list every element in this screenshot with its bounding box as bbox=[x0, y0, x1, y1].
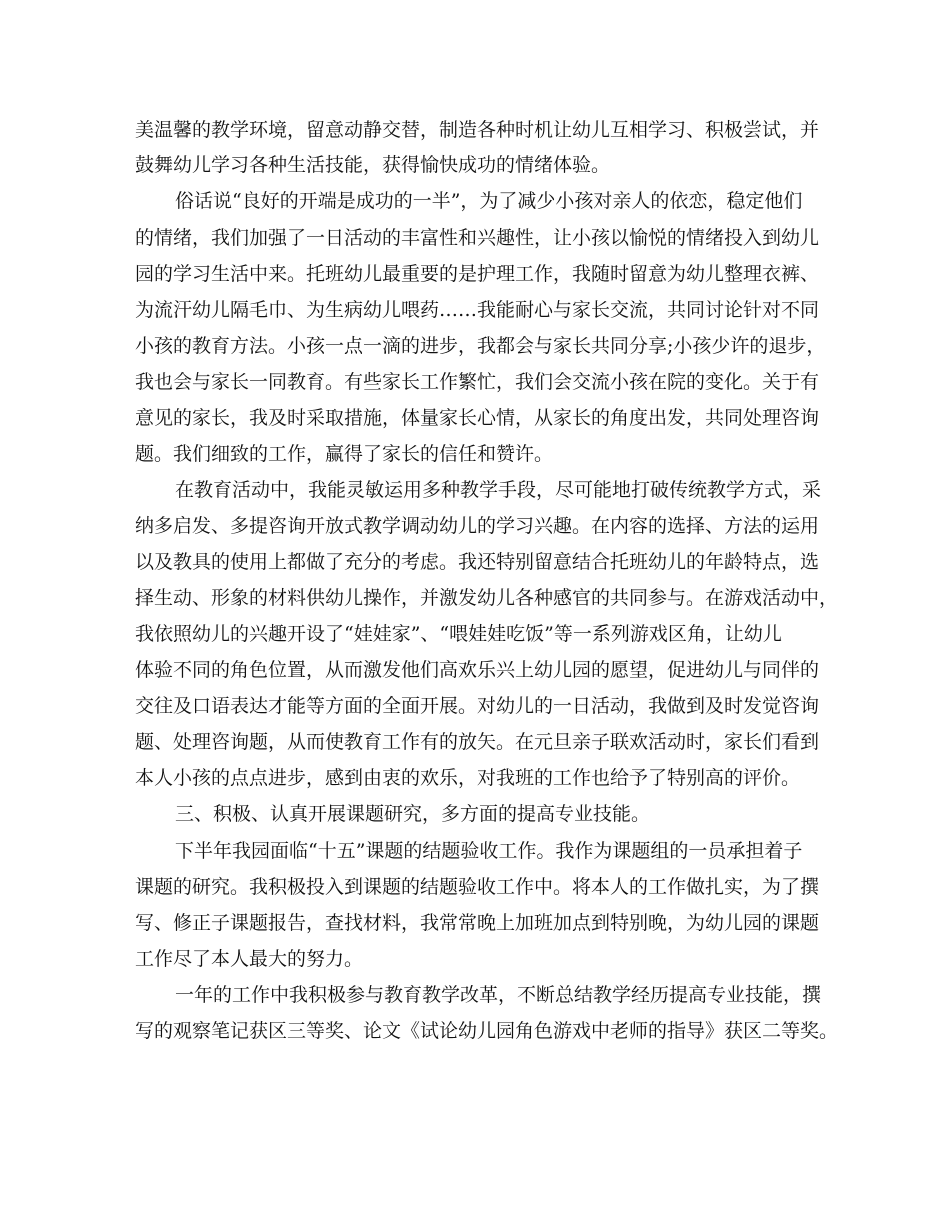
text-line: 题。我们细致的工作，赢得了家长的信任和赞许。 bbox=[135, 443, 554, 465]
text-line: 为流汗幼儿隔毛巾、为生病幼儿喂药……我能耐心与家长交流，共同讨论针对不同 bbox=[135, 299, 820, 321]
text-line: 课题的研究。我积极投入到课题的结题验收工作中。将本人的工作做扎实，为了撰 bbox=[135, 876, 820, 898]
text-line: 俗话说“良好的开端是成功的一半”，为了减少小孩对亲人的依恋，稳定他们 bbox=[175, 190, 803, 212]
text-line: 鼓舞幼儿学习各种生活技能，获得愉快成功的情绪体验。 bbox=[135, 154, 611, 176]
text-line: 美温馨的教学环境，留意动静交替，制造各种时机让幼儿互相学习、积极尝试，并 bbox=[135, 119, 820, 141]
text-line: 体验不同的角色位置，从而激发他们高欢乐兴上幼儿园的愿望，促进幼儿与同伴的 bbox=[135, 659, 820, 681]
text-line: 一年的工作中我积极参与教育教学改革，不断总结教学经历提高专业技能，撰 bbox=[175, 984, 822, 1006]
section-heading: 三、积极、认真开展课题研究，多方面的提高专业技能。 bbox=[175, 803, 651, 825]
text-line: 写的观察笔记获区三等奖、论文《试论幼儿园角色游戏中老师的指导》获区二等奖。 bbox=[135, 1020, 839, 1042]
text-line: 工作尽了本人最大的努力。 bbox=[135, 948, 364, 970]
text-line: 择生动、形象的材料供幼儿操作，并激发幼儿各种感官的共同参与。在游戏活动中， bbox=[135, 587, 839, 609]
text-line: 在教育活动中，我能灵敏运用多种教学手段，尽可能地打破传统教学方式，采 bbox=[175, 479, 822, 501]
text-line: 以及教具的使用上都做了充分的考虑。我还特别留意结合托班幼儿的年龄特点，选 bbox=[135, 551, 820, 573]
text-line: 的情绪，我们加强了一日活动的丰富性和兴趣性，让小孩以愉悦的情绪投入到幼儿 bbox=[135, 227, 820, 249]
text-line: 我也会与家长一同教育。有些家长工作繁忙，我们会交流小孩在院的变化。关于有 bbox=[135, 371, 820, 393]
text-line: 意见的家长，我及时采取措施，体量家长心情，从家长的角度出发，共同处理咨询 bbox=[135, 407, 820, 429]
text-line: 纳多启发、多提咨询开放式教学调动幼儿的学习兴趣。在内容的选择、方法的运用 bbox=[135, 515, 820, 537]
text-line: 本人小孩的点点进步，感到由衷的欢乐，对我班的工作也给予了特别高的评价。 bbox=[135, 767, 801, 789]
text-line: 交往及口语表达才能等方面的全面开展。对幼儿的一日活动，我做到及时发觉咨询 bbox=[135, 695, 820, 717]
text-line: 小孩的教育方法。小孩一点一滴的进步，我都会与家长共同分享;小孩少许的退步， bbox=[135, 335, 826, 357]
text-line: 我依照幼儿的兴趣开设了“娃娃家”、“喂娃娃吃饭”等一系列游戏区角，让幼儿 bbox=[135, 623, 782, 645]
text-line: 题、处理咨询题，从而使教育工作有的放矢。在元旦亲子联欢活动时，家长们看到 bbox=[135, 731, 820, 753]
text-line: 下半年我园面临“十五”课题的结题验收工作。我作为课题组的一员承担着子 bbox=[175, 840, 803, 862]
text-line: 园的学习生活中来。托班幼儿最重要的是护理工作，我随时留意为幼儿整理衣裤、 bbox=[135, 263, 820, 285]
text-line: 写、修正子课题报告，查找材料，我常常晚上加班加点到特别晚，为幼儿园的课题 bbox=[135, 912, 820, 934]
